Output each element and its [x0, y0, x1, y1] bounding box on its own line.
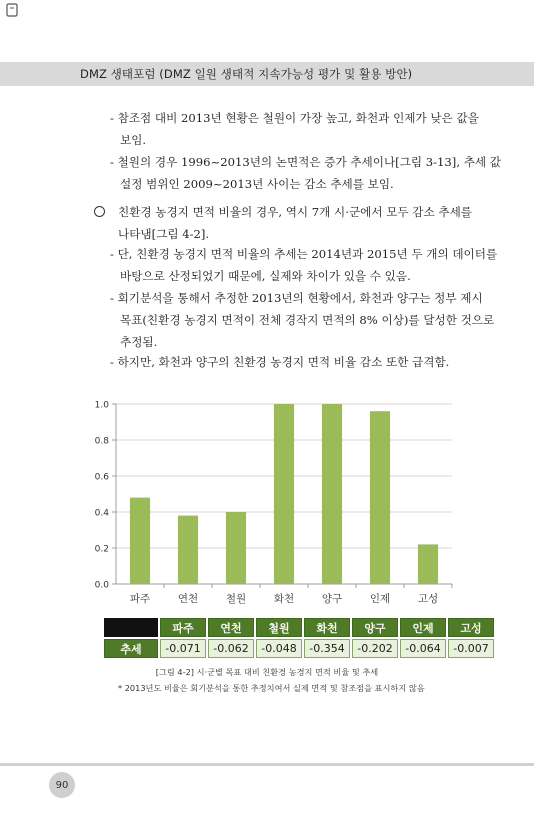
figure-footnote: * 2013년도 비율은 회기분석을 통한 추정치여서 실제 면적 및 참조점을 표시하지 않음 — [118, 683, 425, 693]
table-value-cell: -0.064 — [400, 639, 446, 658]
table-header-cell: 인제 — [400, 618, 446, 637]
x-tick-label: 화천 — [273, 593, 295, 605]
paragraph-data-caveat — [110, 243, 497, 287]
text-line: 설정 범위인 2009~2013년 사이는 감소 추세를 보임. — [120, 177, 394, 191]
page-number: 90 — [49, 772, 75, 798]
bar — [274, 404, 294, 584]
bar — [178, 516, 198, 584]
table-header-cell: 고성 — [448, 618, 494, 637]
y-tick-label: 0.8 — [94, 436, 109, 447]
table-header-row — [104, 618, 496, 637]
text-line: 나타냄[그림 4-2]. — [118, 227, 210, 241]
x-tick-label: 양구 — [321, 593, 343, 605]
table-value-cell: -0.202 — [352, 639, 398, 658]
table-value-cell: -0.071 — [160, 639, 206, 658]
bar — [370, 411, 390, 584]
running-header — [0, 62, 534, 86]
bookmark-corner-icon — [6, 3, 18, 17]
text-line: 추정됨. — [120, 335, 158, 349]
table-header-cell: 양구 — [352, 618, 398, 637]
y-tick-label: 1.0 — [94, 400, 109, 411]
y-tick-label: 0.4 — [94, 508, 109, 519]
table-value-cell: -0.062 — [208, 639, 254, 658]
header-title: DMZ 생태포럼 (DMZ 일원 생태적 지속가능성 평가 및 활용 방안) — [80, 67, 413, 81]
text-line: - 회기분석을 통해서 추정한 2013년의 현황에서, 화천과 양구는 정부 제시 — [110, 291, 483, 305]
table-row — [104, 639, 496, 658]
y-tick-label: 0.6 — [94, 472, 109, 483]
text-line: 보임. — [120, 133, 147, 147]
row-label-trend: 추세 — [104, 639, 158, 658]
table-header-cell: 화천 — [304, 618, 350, 637]
table-header-cell: 철원 — [256, 618, 302, 637]
bar — [226, 512, 246, 584]
text-line: - 단, 친환경 농경지 면적 비율의 추세는 2014년과 2015년 두 개의 데이터를 — [110, 247, 498, 261]
text-line: - 참조점 대비 2013년 현황은 철원이 가장 높고, 화천과 인제가 낮은 값을 — [110, 111, 479, 125]
paragraph-reference-point — [110, 107, 479, 151]
y-tick-label: 0.0 — [94, 580, 109, 591]
table-header-cell: 파주 — [160, 618, 206, 637]
bar — [130, 498, 150, 584]
paragraph-cheorwon — [110, 151, 501, 195]
trend-table — [104, 618, 496, 660]
figure-caption: [그림 4-2] 시·군별 목표 대비 친환경 농경지 면적 비율 및 추세 — [155, 667, 379, 677]
x-tick-label: 연천 — [177, 593, 199, 605]
table-value-cell: -0.007 — [448, 639, 494, 658]
text-line: 친환경 농경지 면적 비율의 경우, 역시 7개 시·군에서 모두 감소 추세를 — [118, 205, 472, 219]
text-line: - 철원의 경우 1996~2013년의 논면적은 증가 추세이나[그림 3-13], 추세 값 — [110, 155, 501, 169]
y-tick-label: 0.2 — [94, 544, 109, 555]
bar — [322, 404, 342, 584]
bar — [418, 544, 438, 584]
table-corner-cell — [104, 618, 158, 637]
table-value-cell: -0.354 — [304, 639, 350, 658]
text-line: 목표(친환경 농경지 면적이 전체 경작지 면적의 8% 이상)를 달성한 것으로 — [120, 313, 495, 327]
paragraph-eco-farmland — [94, 201, 472, 245]
table-value-cell: -0.048 — [256, 639, 302, 658]
text-line: 바탕으로 산정되었기 때문에, 실제와 차이가 있을 수 있음. — [120, 269, 411, 283]
table-header-cell: 연천 — [208, 618, 254, 637]
x-tick-label: 고성 — [417, 593, 439, 605]
x-tick-label: 파주 — [129, 593, 151, 605]
x-tick-label: 인제 — [369, 593, 391, 605]
footer-rule — [0, 763, 534, 766]
circle-bullet-icon — [94, 206, 105, 217]
paragraph-regression — [110, 287, 494, 353]
paragraph-sharp-decline — [110, 351, 449, 373]
x-tick-label: 철원 — [225, 593, 247, 605]
text-line: - 하지만, 화천과 양구의 친환경 농경지 면적 비율 감소 또한 급격함. — [110, 355, 450, 369]
bar-chart — [80, 392, 460, 614]
